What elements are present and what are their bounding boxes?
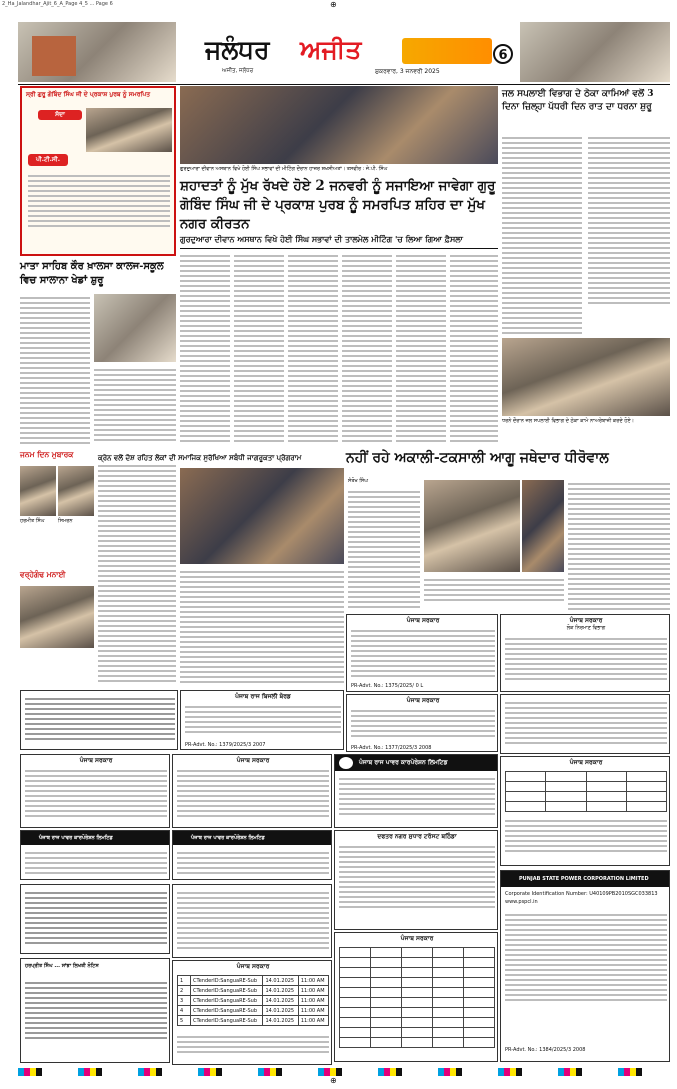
ad-box-3 xyxy=(180,690,344,750)
masthead-title-left: ਜਲੰਧਰ xyxy=(205,35,270,64)
ad-1-body xyxy=(351,627,495,681)
ad-3-body xyxy=(185,703,341,741)
ad-4-title: ਪੰਜਾਬ ਸਰਕਾਰ xyxy=(406,697,440,704)
pspcl-cin: Corporate Identification Number: U40109PB2010SGC033813 xyxy=(505,891,658,897)
tender-footer xyxy=(177,1033,329,1063)
pspcl-en-number: PR-Advt. No.: 1384/2025/3 2008 xyxy=(505,1047,586,1053)
ad-box-pspcl-3 xyxy=(172,830,332,880)
ad-3-title: ਪੰਜਾਬ ਰਾਜ ਬਿਜਲੀ ਬੋਰਡ xyxy=(235,693,291,700)
masthead-left-photo xyxy=(18,22,176,82)
pspcl-2-body xyxy=(25,849,167,879)
ad-box-10 xyxy=(20,884,170,954)
main-subheadline: ਗੁਰਦੁਆਰਾ ਦੀਵਾਨ ਅਸਥਾਨ ਵਿਖੇ ਹੋਈ ਸਿੰਘ ਸਭਾਵਾਂ ਦੀ ਤਾਲਮੇਲ ਮੀਟਿੰਗ 'ਚ ਲਿਆ ਗਿਆ ਫ਼ੈਸਲਾ xyxy=(180,234,463,244)
tender-date-3: 14.01.2025 xyxy=(263,996,298,1006)
ad-2-body xyxy=(505,635,667,689)
ad-7-title: ਪੰਜਾਬ ਸਰਕਾਰ xyxy=(236,757,270,764)
ad-9-title: ਦਫਤਰ ਨਗਰ ਸੁਧਾਰ ਟਰੱਸਟ ਬਠਿੰਡਾ xyxy=(377,833,457,840)
tender-date-4: 14.01.2025 xyxy=(263,1006,298,1016)
mid-story-photo xyxy=(180,468,344,564)
obit-col-1 xyxy=(348,488,420,608)
left-column-text xyxy=(98,452,176,684)
masthead-date: ਸ਼ੁਕਰਵਾਰ, 3 ਜਨਵਰੀ 2025 xyxy=(375,68,440,75)
left-story-col-1 xyxy=(20,294,90,444)
main-story-col-2 xyxy=(234,252,284,442)
ad-body-text xyxy=(28,172,170,252)
ad-box-11 xyxy=(20,958,170,1063)
ad-9-body xyxy=(339,843,495,927)
ad-box-12 xyxy=(172,884,332,958)
pspcl-title-1: ਪੰਜਾਬ ਰਾਜ ਪਾਵਰ ਕਾਰਪੋਰੇਸ਼ਨ ਲਿਮਟਿਡ xyxy=(359,759,448,766)
birthday-name-2: ਸਿਮਰਨ xyxy=(58,518,73,524)
ad-heading: ਸ੍ਰੀ ਗੁਰੂ ਗੋਬਿੰਦ ਸਿੰਘ ਜੀ ਦੇ ਪ੍ਰਕਾਸ਼ ਪੁਰਬ ਨੂੰ ਸਮਰਪਿਤ xyxy=(26,91,151,98)
ad-box-left-notice xyxy=(20,690,178,750)
obit-byline: ਸੰਤੋਖ ਸਿੰਘ xyxy=(348,478,368,484)
obit-portrait xyxy=(522,480,564,572)
tender-row-3: CTenderID:SanguaRE-Sub xyxy=(191,996,263,1006)
pspcl-logo-icon xyxy=(339,757,353,769)
file-slug: 2_Ha_Jalandhar_Ajit_6_A_Page 4_5 ... Page 6 xyxy=(2,1,113,7)
ad-4-body xyxy=(351,707,495,743)
ad-box-5 xyxy=(500,694,670,754)
obit-headline: ਨਹੀਂ ਰਹੇ ਅਕਾਲੀ-ਟਕਸਾਲੀ ਆਗੂ ਜਥੇਦਾਰ ਧੀਰੋਵਾਲ xyxy=(346,450,609,466)
ad-5-body xyxy=(505,699,667,751)
main-story-col-5 xyxy=(396,252,446,442)
pspcl-en-title: PUNJAB STATE POWER CORPORATION LIMITED xyxy=(519,876,649,882)
obit-photo-funeral xyxy=(424,480,520,572)
ad-10-body xyxy=(25,889,167,951)
page-number: 6 xyxy=(493,44,513,64)
ad-4-number: PR-Advt. No.: 1377/2025/3 2008 xyxy=(351,745,432,751)
obit-caption-text xyxy=(424,576,564,610)
ad-6-body xyxy=(25,767,167,825)
protest-caption: ਧਰਨੇ ਦੌਰਾਨ ਜਲ ਸਪਲਾਈ ਵਿਭਾਗ ਦੇ ਠੇਕਾ ਕਾਮੇ ਨਾਅਰੇਬਾਜ਼ੀ ਕਰਦੇ ਹੋਏ। xyxy=(502,418,635,424)
ad-photo xyxy=(86,108,172,152)
tender-table: 1 CTenderID:SanguaRE-Sub 14.01.2025 11:00 AM 2 CTenderID:SanguaRE-Sub 14.01.2025 11:00 AM 3 CTenderID:SanguaRE-Sub 14.01.2025 11:00 AM 4 CTenderID:SanguaRE-Sub 14.01.2025 11:00 AM 5 CTenderID:SanguaRE-Sub 14.01.2025 11:00 AM xyxy=(177,975,329,1026)
ad-box-tender xyxy=(172,960,332,1065)
tender-row-1: CTenderID:SanguaRE-Sub xyxy=(191,976,263,986)
ad-box-pspcl-2 xyxy=(20,830,170,880)
ad-box-13 xyxy=(334,932,498,1062)
ad-tag: ਪੀ.ਟੀ.ਸੀ. xyxy=(28,154,68,166)
pspcl-1-body xyxy=(339,775,495,825)
masthead-right-photo xyxy=(520,22,670,82)
mid-story-text xyxy=(180,568,344,686)
pspcl-title-3: ਪੰਜਾਬ ਰਾਜ ਪਾਵਰ ਕਾਰਪੋਰੇਸ਼ਨ ਲਿਮਟਿਡ xyxy=(191,835,265,841)
ad-8-title: ਪੰਜਾਬ ਸਰਕਾਰ xyxy=(569,759,603,766)
ad-8-body xyxy=(505,817,667,863)
top-group-photo xyxy=(180,86,498,164)
tender-time-2: 11:00 AM xyxy=(298,986,328,996)
tender-time-5: 11:00 AM xyxy=(298,1016,328,1026)
pspcl-title-2: ਪੰਜਾਬ ਰਾਜ ਪਾਵਰ ਕਾਰਪੋਰੇਸ਼ਨ ਲਿਮਟਿਡ xyxy=(39,835,113,841)
masthead-band xyxy=(402,38,492,64)
ad-1-title: ਪੰਜਾਬ ਸਰਕਾਰ xyxy=(406,617,440,624)
color-bar xyxy=(18,1068,668,1076)
pspcl-3-body xyxy=(177,849,329,879)
main-headline: ਸ਼ਹਾਦਤਾਂ ਨੂੰ ਮੁੱਖ ਰੱਖਦੇ ਹੋਏ 2 ਜਨਵਰੀ ਨੂੰ ਸਜਾਇਆ ਜਾਵੇਗਾ ਗੁਰੂ ਗੋਬਿੰਦ ਸਿੰਘ ਜੀ ਦੇ ਪ੍ਰਕਾਸ਼ ਪੁਰਬ ਨੂੰ ਸਮਰਪਿਤ ਸ਼ਹਿਰ ਦਾ ਮੁੱਖ ਨਗਰ ਕੀਰਤਨ xyxy=(180,178,496,232)
masthead-title-right: ਅਜੀਤ xyxy=(300,35,362,64)
main-story-col-4 xyxy=(342,252,392,442)
birthday-heading: ਜਨਮ ਦਿਨ ਮੁਬਾਰਕ xyxy=(20,450,74,459)
pspcl-en-body xyxy=(505,911,667,1031)
ad-6-title: ਪੰਜਾਬ ਸਰਕਾਰ xyxy=(79,757,113,764)
main-story-col-1 xyxy=(180,252,230,442)
ad-2-subtitle: ਲੋਕ ਨਿਰਮਾਣ ਵਿਭਾਗ xyxy=(566,625,606,631)
birthday-name-1: ਹਰਮੀਤ ਸਿੰਘ xyxy=(20,518,45,524)
tender-time-1: 11:00 AM xyxy=(298,976,328,986)
obit-col-2 xyxy=(568,480,670,610)
ad-box-4 xyxy=(346,694,498,752)
masthead-rule xyxy=(18,84,670,85)
ad-1-number: PR-Advt. No.: 1375/2025/ 0 L xyxy=(351,683,424,689)
ad-box-1 xyxy=(346,614,498,692)
tender-row-5: CTenderID:SanguaRE-Sub xyxy=(191,1016,263,1026)
ad-box-8 xyxy=(500,756,670,866)
ad-box-9 xyxy=(334,830,498,930)
right-story-headline: ਜਲ ਸਪਲਾਈ ਵਿਭਾਗ ਦੇ ਠੇਕਾ ਕਾਮਿਆਂ ਵਲੋਂ 3 ਦਿਨਾ ਜ਼ਿਲ੍ਹਾ ਪੱਧਰੀ ਦਿਨ ਰਾਤ ਦਾ ਧਰਨਾ ਸ਼ੁਰੂ xyxy=(502,89,654,112)
tender-row-2: CTenderID:SanguaRE-Sub xyxy=(191,986,263,996)
main-story-col-6 xyxy=(450,252,498,442)
right-story-col-1 xyxy=(502,134,582,334)
ad-7-body xyxy=(177,767,329,825)
ad-badge: ਸੱਦਾ xyxy=(38,110,82,120)
ad-3-number: PR-Advt. No.: 1379/2025/3 2007 xyxy=(185,742,266,748)
anniversary-heading: ਵਰ੍ਹੇਗੰਢ ਮਨਾਈ xyxy=(20,570,66,579)
tender-row-4: CTenderID:SanguaRE-Sub xyxy=(191,1006,263,1016)
main-story-col-3 xyxy=(288,252,338,442)
ad-12-body xyxy=(177,889,329,955)
ad-box-6 xyxy=(20,754,170,828)
tender-time-4: 11:00 AM xyxy=(298,1006,328,1016)
left-top-ad xyxy=(20,86,176,256)
ad-2-title: ਪੰਜਾਬ ਸਰਕਾਰ xyxy=(569,617,603,624)
left-story-col-2 xyxy=(94,366,176,442)
ad-8-table xyxy=(505,771,667,812)
footer-reg-mark: ⊕ xyxy=(330,1076,337,1085)
left-story-photo xyxy=(94,294,176,362)
ad-box-pspcl-1 xyxy=(334,754,498,828)
main-rule xyxy=(180,248,498,249)
ad-11-body xyxy=(25,979,167,1059)
birthday-photo-2 xyxy=(58,466,94,516)
tender-date-2: 14.01.2025 xyxy=(263,986,298,996)
protest-photo xyxy=(502,338,670,416)
anniversary-photo xyxy=(20,586,94,648)
tender-date-1: 14.01.2025 xyxy=(263,976,298,986)
tender-date-5: 14.01.2025 xyxy=(263,1016,298,1026)
ad-13-table xyxy=(339,947,495,1048)
left-story-headline: ਮਾਤਾ ਸਾਹਿਬ ਕੌਰ ਖ਼ਾਲਸਾ ਕਾਲਜ-ਸਕੂਲ ਵਿਚ ਸਾਲਾਨਾ ਖੇਡਾਂ ਸ਼ੁਰੂ xyxy=(20,261,164,286)
ad-box-7 xyxy=(172,754,332,828)
ad-box-pspcl-en xyxy=(500,870,670,1062)
registration-mark: ⊕ xyxy=(330,0,337,9)
building-graphic xyxy=(32,36,76,76)
ad-left-notice-body xyxy=(25,695,175,747)
ad-11-title: ਹਰਪ੍ਰੀਤ ਸਿੰਘ ... ਸਾਂਝਾ ਲਿਖਤੀ ਨੋਟਿਸ xyxy=(25,963,99,969)
masthead-sub: ਅਜੀਤ, ਜਲੰਧਰ xyxy=(222,68,254,74)
right-story-col-2 xyxy=(588,134,670,304)
pspcl-website[interactable]: www.pspcl.in xyxy=(505,899,538,905)
ad-13-title: ਪੰਜਾਬ ਸਰਕਾਰ xyxy=(400,935,434,942)
top-photo-caption: ਗੁਰਦੁਆਰਾ ਦੀਵਾਨ ਅਸਥਾਨ ਵਿਖੇ ਹੋਈ ਸਿੰਘ ਸਭਾਵਾਂ ਦੀ ਮੀਟਿੰਗ ਦੌਰਾਨ ਹਾਜ਼ਰ ਸ਼ਖਸੀਅਤਾਂ। ਤਸਵੀਰ : ਜੇ.ਪੀ. ਸਿੰਘ xyxy=(180,166,388,172)
ad-box-2 xyxy=(500,614,670,692)
ad-tender-title: ਪੰਜਾਬ ਸਰਕਾਰ xyxy=(236,963,270,970)
mid-story-headline: ਕ੍ਰੇਨ ਵਲੋਂ ਦੋਸ਼ ਰਹਿਤ ਲੋਕਾਂ ਦੀ ਸਮਾਜਿਕ ਸੁਰੱਖਿਆ ਸਬੰਧੀ ਜਾਗਰੂਕਤਾ ਪ੍ਰੋਗਰਾਮ xyxy=(98,452,344,464)
birthday-photo-1 xyxy=(20,466,56,516)
tender-time-3: 11:00 AM xyxy=(298,996,328,1006)
